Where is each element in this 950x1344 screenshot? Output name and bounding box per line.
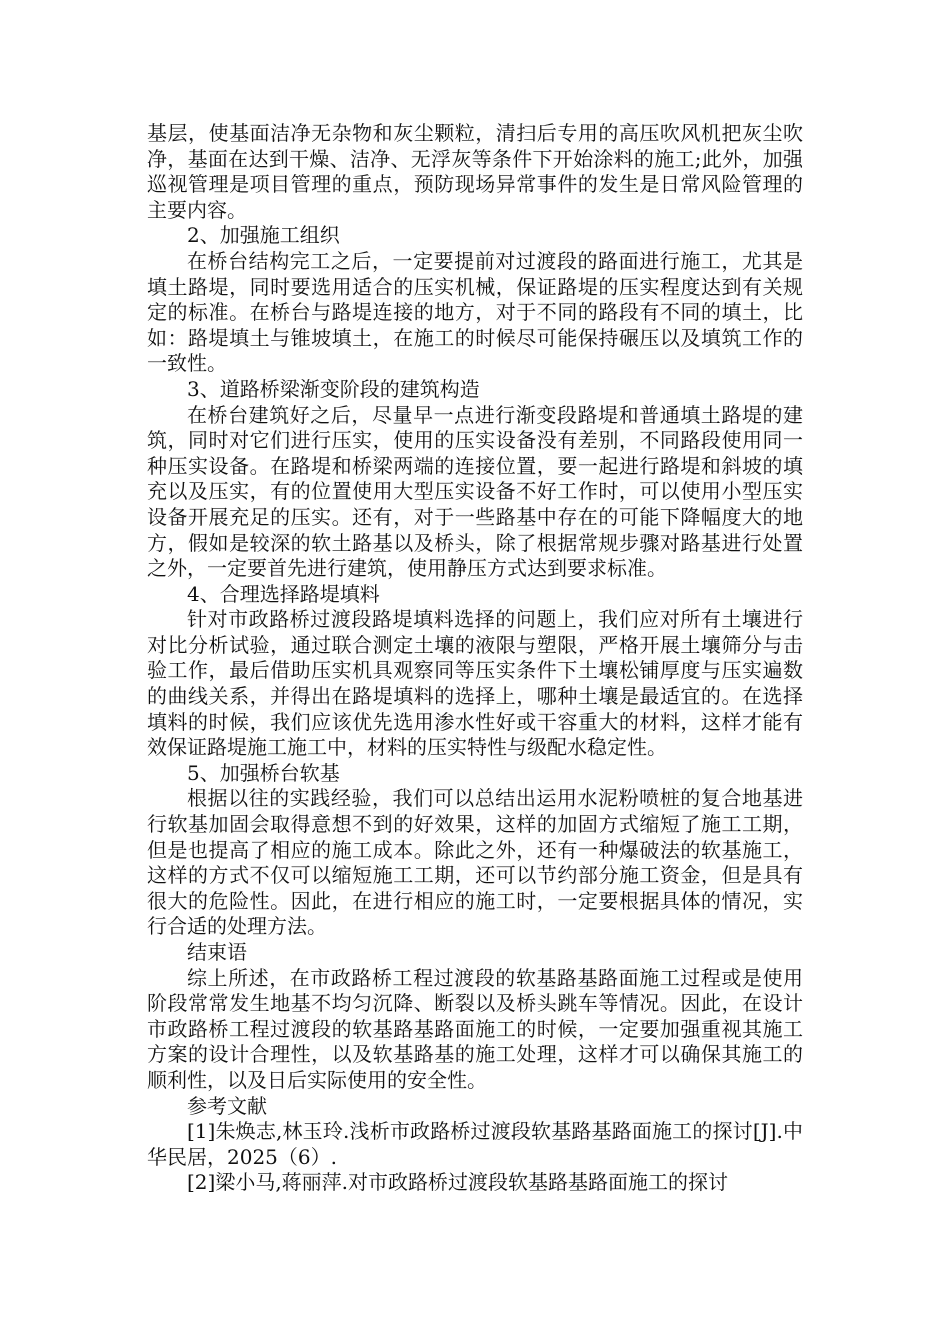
paragraph: 根据以往的实践经验，我们可以总结出运用水泥粉喷桩的复合地基进行软基加固会取得意想不到的好效果，这样的加固方式缩短了施工工期，但是也提高了相应的施工成本。除此之外，还有一种爆破法的软基施工，这样的方式不仅可以缩短施工工期，还可以节约部分施工资金，但是具有很大的危险性。因此，在进行相应的施工时，一定要根据具体的情况，实行合适的处理方法。 (147, 786, 803, 939)
paragraph: 针对市政路桥过渡段路堤填料选择的问题上，我们应对所有土壤进行对比分析试验，通过联合测定土壤的液限与塑限，严格开展土壤筛分与击验工作，最后借助压实机具观察同等压实条件下土壤松铺厚度与压实遍数的曲线关系，并得出在路堤填料的选择上，哪种土壤是最适宜的。在选择填料的时候，我们应该优先选用渗水性好或干容重大的材料，这样才能有效保证路堤施工施工中，材料的压实特性与级配水稳定性。 (147, 607, 803, 760)
paragraph: 在桥台建筑好之后，尽量早一点进行渐变段路堤和普通填土路堤的建筑，同时对它们进行压实，使用的压实设备没有差别，不同路段使用同一种压实设备。在路堤和桥梁两端的连接位置，要一起进行路堤和斜坡的填充以及压实，有的位置使用大型压实设备不好工作时，可以使用小型压实设备开展充足的压实。还有，对于一些路基中存在的可能下降幅度大的地方，假如是较深的软土路基以及桥头，除了根据常规步骤对路基进行处置之外，一定要首先进行建筑，使用静压方式达到要求标准。 (147, 402, 803, 581)
paragraph: 综上所述，在市政路桥工程过渡段的软基路基路面施工过程或是使用阶段常常发生地基不均匀沉降、断裂以及桥头跳车等情况。因此，在设计市政路桥工程过渡段的软基路基路面施工的时候，一定要加强重视其施工方案的设计合理性，以及软基路基的施工处理，这样才可以确保其施工的顺利性，以及日后实际使用的安全性。 (147, 965, 803, 1092)
reference-item: [2]梁小马,蒋丽萍.对市政路桥过渡段软基路基路面施工的探讨 (187, 1170, 729, 1195)
conclusion-heading: 结束语 (187, 940, 247, 964)
paragraph-continued: 基层，使基面洁净无杂物和灰尘颗粒，清扫后专用的高压吹风机把灰尘吹净，基面在达到干燥、洁净、无浮灰等条件下开始涂料的施工;此外，加强巡视管理是项目管理的重点，预防现场异常事件的发生是日常风险管理的主要内容。 (147, 121, 803, 222)
references-heading: 参考文献 (187, 1093, 267, 1118)
section-heading-3: 3、道路桥梁渐变阶段的建筑构造 (187, 376, 480, 401)
document-body (147, 121, 803, 1196)
reference-item: [1]朱焕志,林玉玲.浅析市政路桥过渡段软基路基路面施工的探讨[J].中华民居，2025（6）. (147, 1119, 803, 1169)
section-heading-5: 5、加强桥台软基 (187, 760, 340, 785)
section-heading-2: 2、加强施工组织 (187, 223, 340, 248)
section-heading-4: 4、合理选择路堤填料 (187, 581, 380, 606)
paragraph: 在桥台结构完工之后，一定要提前对过渡段的路面进行施工，尤其是填土路堤，同时要选用适合的压实机械，保证路堤的压实程度达到有关规定的标准。在桥台与路堤连接的地方，对于不同的路段有不同的填土，比如：路堤填土与锥坡填土，在施工的时候尽可能保持碾压以及填筑工作的一致性。 (147, 248, 803, 376)
